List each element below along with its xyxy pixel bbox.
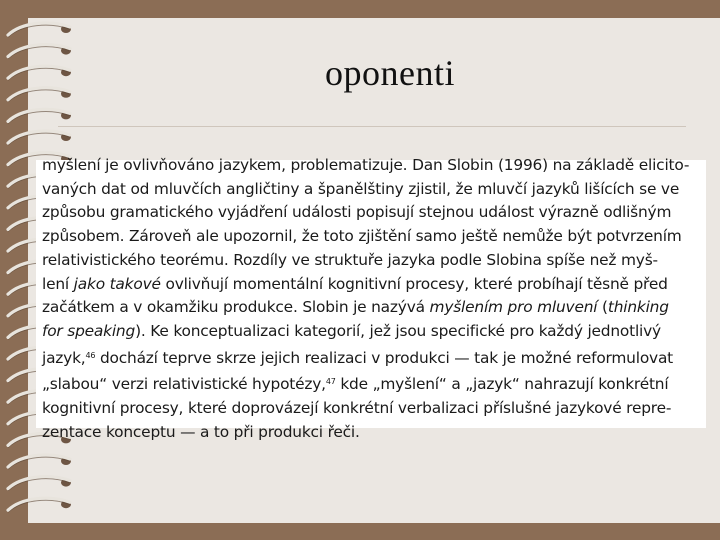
binding-ring	[8, 23, 71, 37]
text-segment: jazyk,	[42, 348, 86, 367]
text-segment: ). Ke konceptualizaci kategorií, jež jsou specifické pro každý jednotlivý	[135, 321, 661, 340]
binding-ring	[8, 66, 71, 80]
footnote-marker: 47	[325, 377, 336, 387]
italic-text: for speaking	[42, 321, 136, 340]
footnote-marker: 46	[85, 350, 96, 360]
text-line	[42, 154, 698, 178]
binding-ring	[8, 131, 71, 145]
binding-ring	[8, 477, 71, 491]
text-segment: způsobem. Zároveň ale upozornil, že toto zjištění samo ještě nemůže být potvrzením	[42, 227, 682, 246]
binding-ring	[8, 109, 71, 123]
text-segment: začátkem a v okamžiku produkce. Slobin je nazývá	[42, 298, 430, 317]
text-segment: dochází teprve skrze jejich realizaci v produkci — tak je možné reformulovat	[95, 348, 674, 367]
italic-text: myšlením pro mluvení	[429, 298, 598, 317]
text-line	[42, 370, 698, 397]
text-segment: relativistického teorému. Rozdíly ve struktuře jazyka podle Slobina spíše než myš-	[42, 250, 658, 269]
text-segment: myšlení je ovlivňováno jazykem, problematizuje. Dan Slobin (1996) na základě elicito-	[42, 156, 690, 174]
scanned-text-excerpt	[36, 156, 706, 441]
italic-text: thinking	[607, 298, 669, 317]
italic-text: jako takové	[73, 274, 161, 293]
text-segment: ovlivňují momentální kognitivní procesy, které probíhají těsně před	[160, 274, 668, 293]
text-segment: zentace konceptu — a to při produkci řeči.	[42, 422, 360, 441]
text-segment: vaných dat od mluvčích angličtiny a španělštiny zjistil, že mluvčí jazyků lišících se ve	[42, 179, 680, 198]
text-line	[42, 320, 698, 344]
text-segment: kognitivní procesy, které doprovázejí konkrétní verbalizaci příslušné jazykové repre-	[42, 399, 672, 418]
title-divider	[58, 126, 686, 127]
text-line	[42, 421, 698, 445]
text-segment: „slabou“ verzi relativistické hypotézy,	[42, 375, 326, 394]
text-line	[42, 178, 698, 202]
text-line	[42, 273, 698, 297]
text-segment: způsobu gramatického vyjádření události popisují stejnou událost výrazně odlišným	[42, 203, 672, 222]
binding-ring	[8, 88, 71, 102]
text-line	[42, 225, 698, 249]
text-segment: kde „myšlení“ a „jazyk“ nahrazují konkrétní	[335, 375, 669, 394]
text-line	[42, 201, 698, 225]
text-line	[42, 397, 698, 421]
binding-ring	[8, 498, 71, 512]
text-line	[42, 296, 698, 320]
binding-ring	[8, 45, 71, 59]
binding-ring	[8, 455, 71, 469]
text-segment: lení	[42, 274, 74, 293]
text-segment: (	[597, 298, 608, 317]
slide-title: oponenti	[325, 53, 455, 93]
text-line	[42, 344, 698, 371]
text-line	[42, 249, 698, 273]
